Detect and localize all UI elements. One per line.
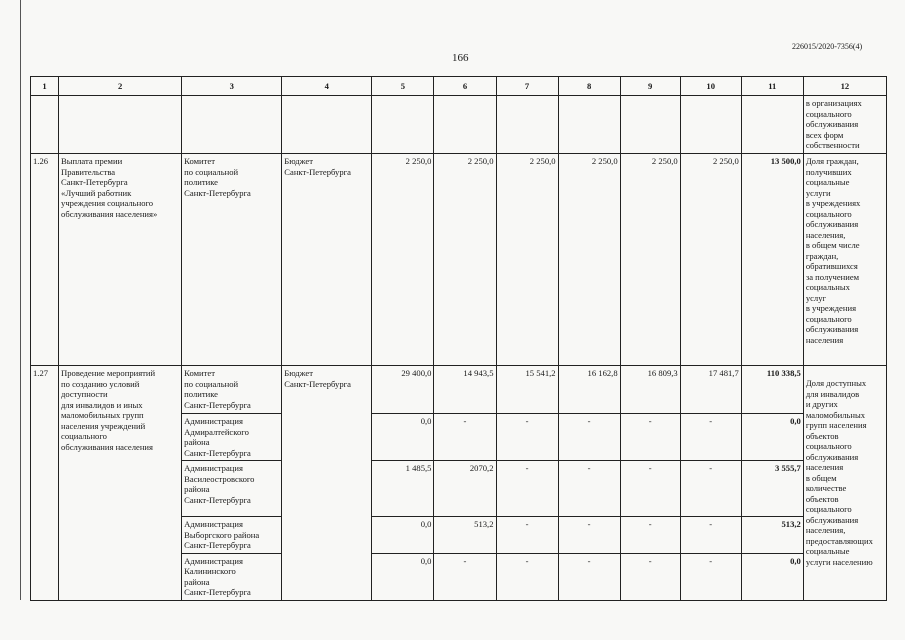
value-cell: 29 400,0 [372,366,434,414]
value-cell: - [496,517,558,554]
value-cell: - [680,517,741,554]
col-header-3: 3 [182,77,282,96]
value-cell: - [558,517,620,554]
value-cell: - [496,461,558,517]
executor: Администрация Калининского района Санкт-Петербурга [182,553,282,600]
value-cell: 2070,2 [434,461,496,517]
col-header-11: 11 [741,77,803,96]
document-id: 226015/2020-7356(4) [792,42,863,51]
col-header-10: 10 [680,77,741,96]
col-header-6: 6 [434,77,496,96]
value-cell: 2 250,0 [372,154,434,366]
value-cell: - [558,414,620,461]
continuation-row [31,96,887,154]
indicator: Доля доступных для инвалидов и других маломобильных групп населения объектов социального обслуживания населения в общем количестве объектов социального обслуживания населения, предоставляющих социальные услуги населению [803,366,886,601]
value-cell: 0,0 [372,517,434,554]
value-cell: 16 809,3 [620,366,680,414]
value-cell: - [496,414,558,461]
col-header-7: 7 [496,77,558,96]
value-cell: - [620,414,680,461]
row-number: 1.26 [31,154,59,366]
value-cell: 0,0 [372,414,434,461]
value-cell: 0,0 [372,553,434,600]
value-cell: - [558,553,620,600]
value-cell: - [558,461,620,517]
value-cell: - [496,553,558,600]
indicator-continuation: в организациях социального обслуживания всех форм собственности [803,96,886,154]
funding-source: Бюджет Санкт-Петербурга [282,366,372,601]
row-number: 1.27 [31,366,59,601]
measure-name: Проведение мероприятий по созданию условий доступности для инвалидов и иных маломобильных групп населения учреждений социального обслуживания населения [59,366,182,601]
value-cell: - [680,553,741,600]
value-cell: 17 481,7 [680,366,741,414]
program-table [30,76,887,601]
col-header-4: 4 [282,77,372,96]
executor: Администрация Василеостровского района Санкт-Петербурга [182,461,282,517]
col-header-1: 1 [31,77,59,96]
value-cell: 513,2 [434,517,496,554]
executor: Комитет по социальной политике Санкт-Петербурга [182,154,282,366]
value-cell: 15 541,2 [496,366,558,414]
col-header-2: 2 [59,77,182,96]
header-row [31,77,887,96]
table-row [31,154,887,366]
value-cell: - [680,461,741,517]
col-header-5: 5 [372,77,434,96]
value-cell: - [680,414,741,461]
value-cell: - [620,461,680,517]
executor: Администрация Адмиралтейского района Санкт-Петербурга [182,414,282,461]
value-cell: - [620,517,680,554]
value-cell: 2 250,0 [620,154,680,366]
value-cell: 1 485,5 [372,461,434,517]
total-cell: 3 555,7 [741,461,803,517]
value-cell: - [434,553,496,600]
value-cell: - [620,553,680,600]
value-cell: 2 250,0 [680,154,741,366]
value-cell: 2 250,0 [496,154,558,366]
executor: Комитет по социальной политике Санкт-Петербурга [182,366,282,414]
value-cell: 2 250,0 [558,154,620,366]
total-cell: 0,0 [741,414,803,461]
total-cell: 13 500,0 [741,154,803,366]
table-row [31,366,887,414]
value-cell: 16 162,8 [558,366,620,414]
col-header-8: 8 [558,77,620,96]
col-header-9: 9 [620,77,680,96]
value-cell: - [434,414,496,461]
total-cell: 110 338,5 [741,366,803,414]
total-cell: 513,2 [741,517,803,554]
value-cell: 14 943,5 [434,366,496,414]
value-cell: 2 250,0 [434,154,496,366]
funding-source: Бюджет Санкт-Петербурга [282,154,372,366]
measure-name: Выплата премии Правительства Санкт-Петербурга «Лучший работник учреждения социального обслуживания населения» [59,154,182,366]
indicator: Доля граждан, получивших социальные услуги в учреждениях социального обслуживания населения, в общем числе граждан, обратившихся за получением социальных услуг в учреждения социального обслуживания населения [803,154,886,366]
col-header-12: 12 [803,77,886,96]
page-number: 166 [452,52,469,64]
total-cell: 0,0 [741,553,803,600]
executor: Администрация Выборгского района Санкт-Петербурга [182,517,282,554]
page-edge-line [20,0,21,600]
